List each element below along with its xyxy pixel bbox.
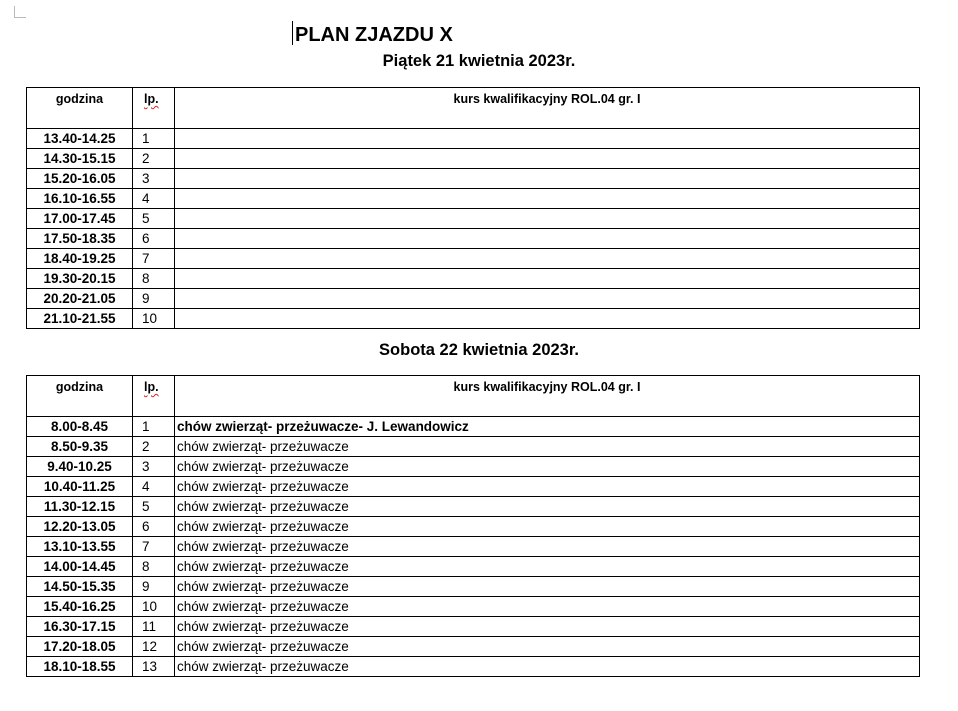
header-course: kurs kwalifikacyjny ROL.04 gr. I: [175, 376, 920, 417]
lp-cell: 7: [133, 537, 175, 557]
time-cell: 13.10-13.55: [27, 537, 133, 557]
subject-cell: [175, 149, 920, 169]
table-row: [27, 517, 920, 537]
header-time: godzina: [27, 88, 133, 129]
table-row: [27, 209, 920, 229]
table-row: [27, 269, 920, 289]
table-header-row: [27, 88, 920, 129]
subject-cell: chów zwierząt- przeżuwacze: [175, 477, 920, 497]
subject-cell: [175, 169, 920, 189]
plan-title: [0, 21, 958, 47]
subject-cell: chów zwierząt- przeżuwacze- J. Lewandowicz: [175, 417, 920, 437]
table-row: [27, 497, 920, 517]
time-cell: 15.20-16.05: [27, 169, 133, 189]
time-cell: 16.30-17.15: [27, 617, 133, 637]
lp-cell: 7: [133, 249, 175, 269]
lp-cell: 4: [133, 477, 175, 497]
text-cursor: [292, 21, 293, 45]
subject-cell: chów zwierząt- przeżuwacze: [175, 637, 920, 657]
page-corner-mark: [14, 6, 26, 18]
time-cell: 9.40-10.25: [27, 457, 133, 477]
table-row: [27, 577, 920, 597]
lp-cell: 2: [133, 149, 175, 169]
table-row: [27, 189, 920, 209]
table-row: [27, 229, 920, 249]
lp-cell: 5: [133, 209, 175, 229]
lp-cell: 2: [133, 437, 175, 457]
subject-cell: chów zwierząt- przeżuwacze: [175, 557, 920, 577]
subject-cell: [175, 189, 920, 209]
table-row: [27, 249, 920, 269]
time-cell: 12.20-13.05: [27, 517, 133, 537]
time-cell: 8.00-8.45: [27, 417, 133, 437]
table-row: [27, 637, 920, 657]
time-cell: 14.50-15.35: [27, 577, 133, 597]
subject-cell: [175, 129, 920, 149]
subject-cell: chów zwierząt- przeżuwacze: [175, 597, 920, 617]
lp-cell: 8: [133, 269, 175, 289]
header-time: godzina: [27, 376, 133, 417]
time-cell: 18.40-19.25: [27, 249, 133, 269]
lp-cell: 10: [133, 597, 175, 617]
lp-cell: 11: [133, 617, 175, 637]
subject-cell: [175, 249, 920, 269]
table-row: [27, 537, 920, 557]
subject-cell: [175, 269, 920, 289]
lp-cell: 5: [133, 497, 175, 517]
plan-title-text: PLAN ZJAZDU X: [295, 24, 453, 46]
lp-cell: 9: [133, 577, 175, 597]
header-lp-text: lp.: [144, 92, 159, 106]
schedule-table-friday: [26, 87, 920, 329]
table-row: [27, 617, 920, 637]
lp-cell: 1: [133, 129, 175, 149]
subject-cell: chów zwierząt- przeżuwacze: [175, 617, 920, 637]
subject-cell: chów zwierząt- przeżuwacze: [175, 437, 920, 457]
table-row: [27, 309, 920, 329]
subject-cell: chów zwierząt- przeżuwacze: [175, 657, 920, 677]
time-cell: 10.40-11.25: [27, 477, 133, 497]
time-cell: 17.00-17.45: [27, 209, 133, 229]
schedule-table-saturday: [26, 375, 920, 677]
day-heading-saturday: Sobota 22 kwietnia 2023r.: [379, 341, 579, 359]
time-cell: 16.10-16.55: [27, 189, 133, 209]
lp-cell: 13: [133, 657, 175, 677]
subject-cell: [175, 229, 920, 249]
time-cell: 17.20-18.05: [27, 637, 133, 657]
time-cell: 13.40-14.25: [27, 129, 133, 149]
table-row: [27, 417, 920, 437]
header-course: kurs kwalifikacyjny ROL.04 gr. I: [175, 88, 920, 129]
lp-cell: 10: [133, 309, 175, 329]
table-row: [27, 597, 920, 617]
lp-cell: 1: [133, 417, 175, 437]
lp-cell: 6: [133, 517, 175, 537]
day-heading-friday: Piątek 21 kwietnia 2023r.: [382, 52, 576, 70]
table-row: [27, 149, 920, 169]
subject-cell: chów zwierząt- przeżuwacze: [175, 497, 920, 517]
table-row: [27, 477, 920, 497]
lp-cell: 3: [133, 457, 175, 477]
lp-cell: 3: [133, 169, 175, 189]
lp-cell: 12: [133, 637, 175, 657]
header-lp-text: lp.: [144, 380, 159, 394]
table-row: [27, 657, 920, 677]
time-cell: 14.00-14.45: [27, 557, 133, 577]
table-header-row: [27, 376, 920, 417]
subject-cell: chów zwierząt- przeżuwacze: [175, 517, 920, 537]
subject-cell: chów zwierząt- przeżuwacze: [175, 457, 920, 477]
time-cell: 21.10-21.55: [27, 309, 133, 329]
time-cell: 14.30-15.15: [27, 149, 133, 169]
table-row: [27, 169, 920, 189]
time-cell: 17.50-18.35: [27, 229, 133, 249]
subject-cell: [175, 309, 920, 329]
subject-cell: [175, 209, 920, 229]
time-cell: 15.40-16.25: [27, 597, 133, 617]
time-cell: 19.30-20.15: [27, 269, 133, 289]
time-cell: 8.50-9.35: [27, 437, 133, 457]
time-cell: 20.20-21.05: [27, 289, 133, 309]
table-row: [27, 289, 920, 309]
lp-cell: 8: [133, 557, 175, 577]
lp-cell: 4: [133, 189, 175, 209]
subject-cell: [175, 289, 920, 309]
subject-cell: chów zwierząt- przeżuwacze: [175, 537, 920, 557]
table-row: [27, 557, 920, 577]
lp-cell: 9: [133, 289, 175, 309]
subject-cell: chów zwierząt- przeżuwacze: [175, 577, 920, 597]
table-row: [27, 129, 920, 149]
table-row: [27, 457, 920, 477]
header-lp: [133, 376, 175, 417]
lp-cell: 6: [133, 229, 175, 249]
table-row: [27, 437, 920, 457]
time-cell: 18.10-18.55: [27, 657, 133, 677]
time-cell: 11.30-12.15: [27, 497, 133, 517]
header-lp: [133, 88, 175, 129]
